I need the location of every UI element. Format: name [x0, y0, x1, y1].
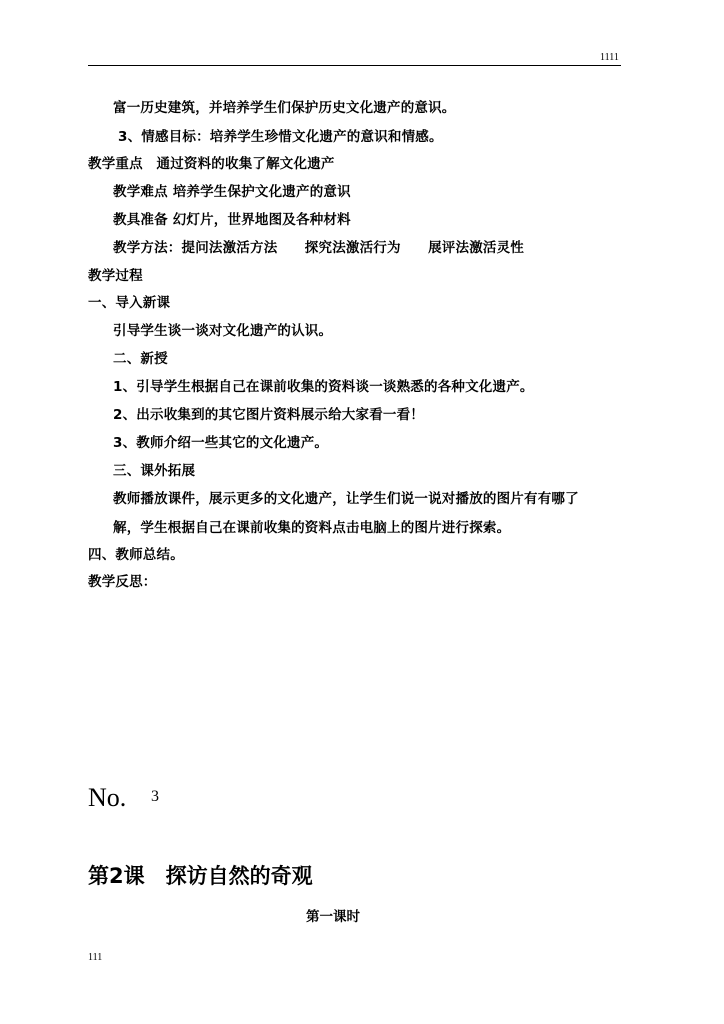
number-value: 3 [151, 788, 159, 805]
text-line: 教师播放课件，展示更多的文化遗产，让学生们说一说对播放的图片有有哪了 [113, 491, 579, 507]
header-page-label: 1111 [600, 52, 619, 63]
text-line: 教具准备 幻灯片，世界地图及各种材料 [113, 212, 351, 228]
lesson-subtitle: 第一课时 [306, 909, 360, 925]
heading-reflection: 教学反思： [88, 574, 157, 590]
lesson-title: 第2课 探访自然的奇观 [88, 864, 313, 888]
text-line: 3、情感目标：培养学生珍惜文化遗产的意识和情感。 [118, 129, 443, 145]
text-line: 富一历史建筑，并培养学生们保护历史文化遗产的意识。 [113, 100, 456, 116]
section-heading: 三、课外拓展 [113, 463, 196, 479]
heading-key-point: 教学重点 通过资料的收集了解文化遗产 [88, 156, 335, 172]
text-line: 2、出示收集到的其它图片资料展示给大家看一看！ [113, 407, 424, 423]
section-heading: 一、导入新课 [88, 295, 171, 311]
number-label: No. [88, 783, 127, 812]
header-divider [88, 65, 621, 66]
text-line: 引导学生谈一谈对文化遗产的认识。 [113, 323, 333, 339]
section-heading: 四、教师总结。 [88, 547, 184, 563]
text-line: 1、引导学生根据自己在课前收集的资料谈一谈熟悉的各种文化遗产。 [113, 379, 534, 395]
footer-page-label: 111 [88, 952, 103, 963]
heading-process: 教学过程 [88, 268, 143, 284]
text-line: 教学难点 培养学生保护文化遗产的意识 [113, 184, 351, 200]
section-heading: 二、新授 [113, 351, 168, 367]
text-line: 3、教师介绍一些其它的文化遗产。 [113, 435, 329, 451]
text-line: 教学方法：提问法激活方法 探究法激活行为 展评法激活灵性 [113, 240, 524, 256]
text-line: 解，学生根据自己在课前收集的资料点击电脑上的图片进行探索。 [113, 520, 511, 536]
